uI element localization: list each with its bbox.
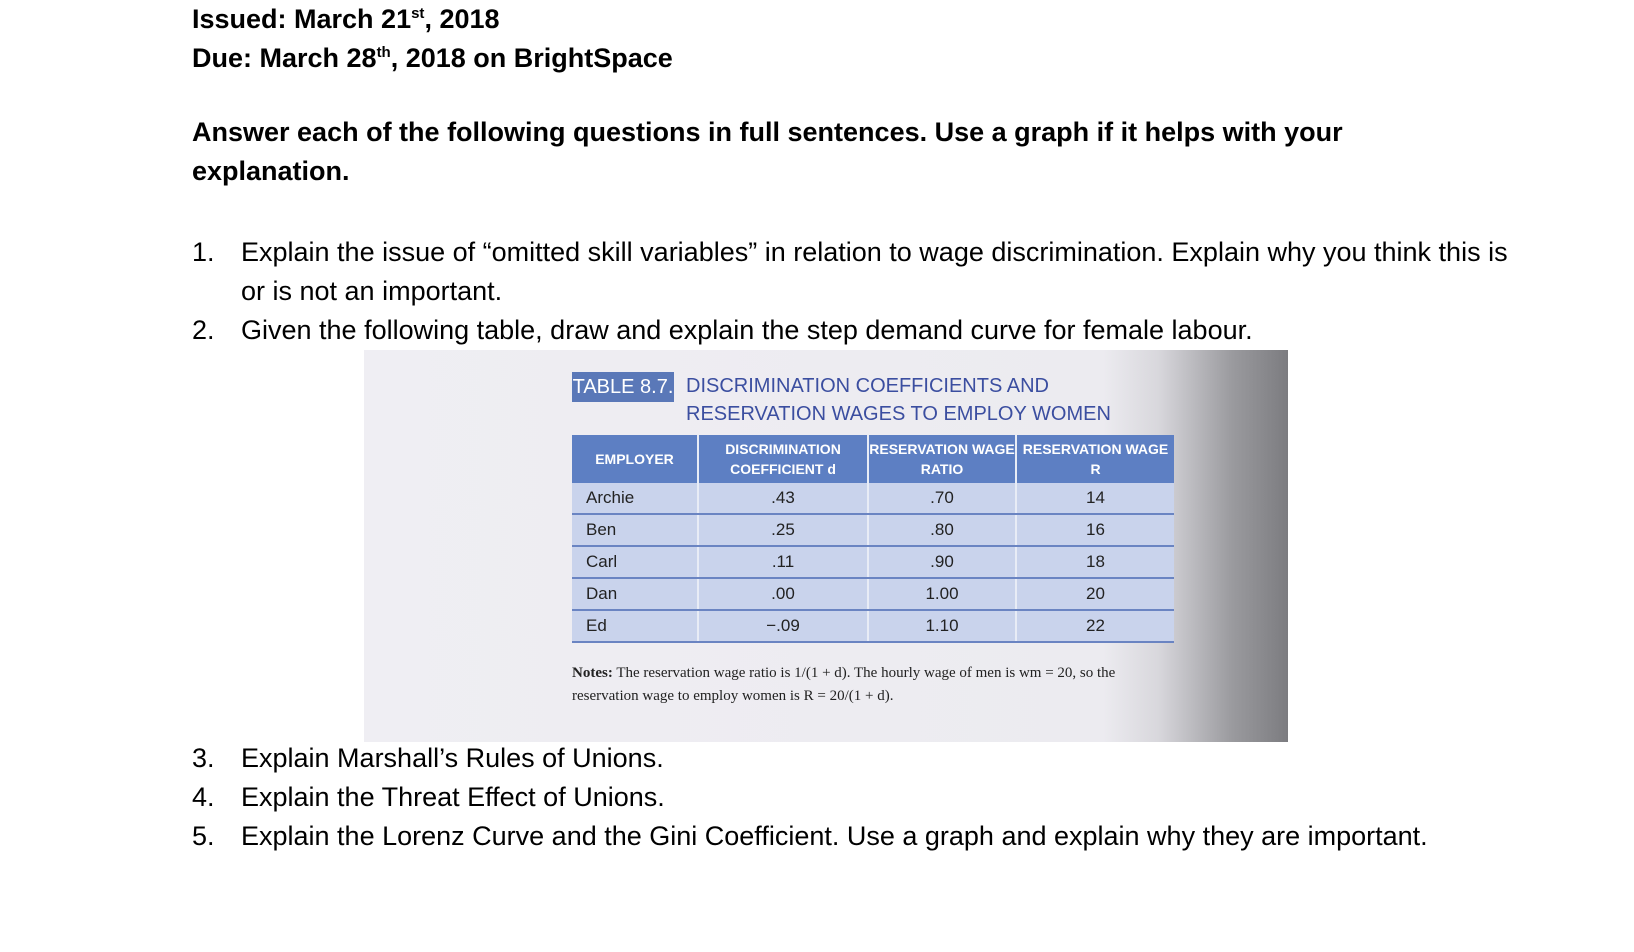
question-text: Given the following table, draw and explain the step demand curve for female labour.	[241, 315, 1253, 345]
question-item	[192, 817, 1522, 856]
ratio-cell: 1.10	[868, 610, 1016, 642]
table-header-row	[572, 435, 1174, 483]
table-row	[572, 578, 1174, 610]
wage-cell: 18	[1016, 546, 1174, 578]
table-figure	[364, 350, 1288, 742]
question-list	[192, 233, 1522, 350]
wage-cell: 16	[1016, 514, 1174, 546]
question-number: 4.	[192, 782, 215, 812]
notes-label: Notes:	[572, 665, 613, 681]
question-number: 2.	[192, 315, 215, 345]
header-cell: RESERVATION WAGE R	[1016, 435, 1174, 483]
question-item	[192, 778, 1522, 817]
header-cell: DISCRIMINATION COEFFICIENT d	[698, 435, 868, 483]
ratio-cell: .70	[868, 483, 1016, 514]
ratio-cell: .90	[868, 546, 1016, 578]
table-row	[572, 610, 1174, 642]
employer-cell: Dan	[572, 578, 698, 610]
employer-cell: Archie	[572, 483, 698, 514]
question-item	[192, 311, 1522, 350]
question-item	[192, 233, 1522, 311]
wage-cell: 14	[1016, 483, 1174, 514]
coefficient-cell: .00	[698, 578, 868, 610]
question-number: 3.	[192, 743, 215, 773]
table-title: DISCRIMINATION COEFFICIENTS AND RESERVATION WAGES TO EMPLOY WOMEN	[686, 375, 1111, 425]
employer-cell: Ben	[572, 514, 698, 546]
table-row	[572, 514, 1174, 546]
coefficient-cell: .11	[698, 546, 868, 578]
question-text: Explain the Lorenz Curve and the Gini Coefficient. Use a graph and explain why they are important.	[241, 821, 1428, 851]
ratio-cell: 1.00	[868, 578, 1016, 610]
data-table	[572, 435, 1174, 643]
question-number: 1.	[192, 237, 215, 267]
wage-cell: 20	[1016, 578, 1174, 610]
question-text: Explain the issue of “omitted skill variables” in relation to wage discrimination. Explain why you think this is or is not an important.	[241, 237, 1508, 306]
due-date: Due: March 28th, 2018 on BrightSpace	[192, 43, 673, 73]
coefficient-cell: .43	[698, 483, 868, 514]
question-text: Explain the Threat Effect of Unions.	[241, 782, 665, 812]
ratio-cell: .80	[868, 514, 1016, 546]
table-badge: TABLE 8.7.	[572, 372, 674, 402]
table-row	[572, 546, 1174, 578]
question-item	[192, 739, 1522, 778]
coefficient-cell: −.09	[698, 610, 868, 642]
issued-date: Issued: March 21st, 2018	[192, 4, 500, 34]
question-number: 5.	[192, 821, 215, 851]
employer-cell: Carl	[572, 546, 698, 578]
employer-cell: Ed	[572, 610, 698, 642]
wage-cell: 22	[1016, 610, 1174, 642]
notes-text: The reservation wage ratio is 1/(1 + d). The hourly wage of men is wm = 20, so the reservation wage to employ women is R = 20/(1 + d).	[572, 665, 1116, 704]
table-row	[572, 483, 1174, 514]
coefficient-cell: .25	[698, 514, 868, 546]
question-list	[192, 739, 1522, 856]
header-cell: RESERVATION WAGE RATIO	[868, 435, 1016, 483]
table-notes	[572, 662, 1172, 708]
header-cell: EMPLOYER	[572, 435, 698, 483]
question-text: Explain Marshall’s Rules of Unions.	[241, 743, 664, 773]
instructions: Answer each of the following questions in full sentences. Use a graph if it helps with your explanation.	[192, 117, 1343, 186]
